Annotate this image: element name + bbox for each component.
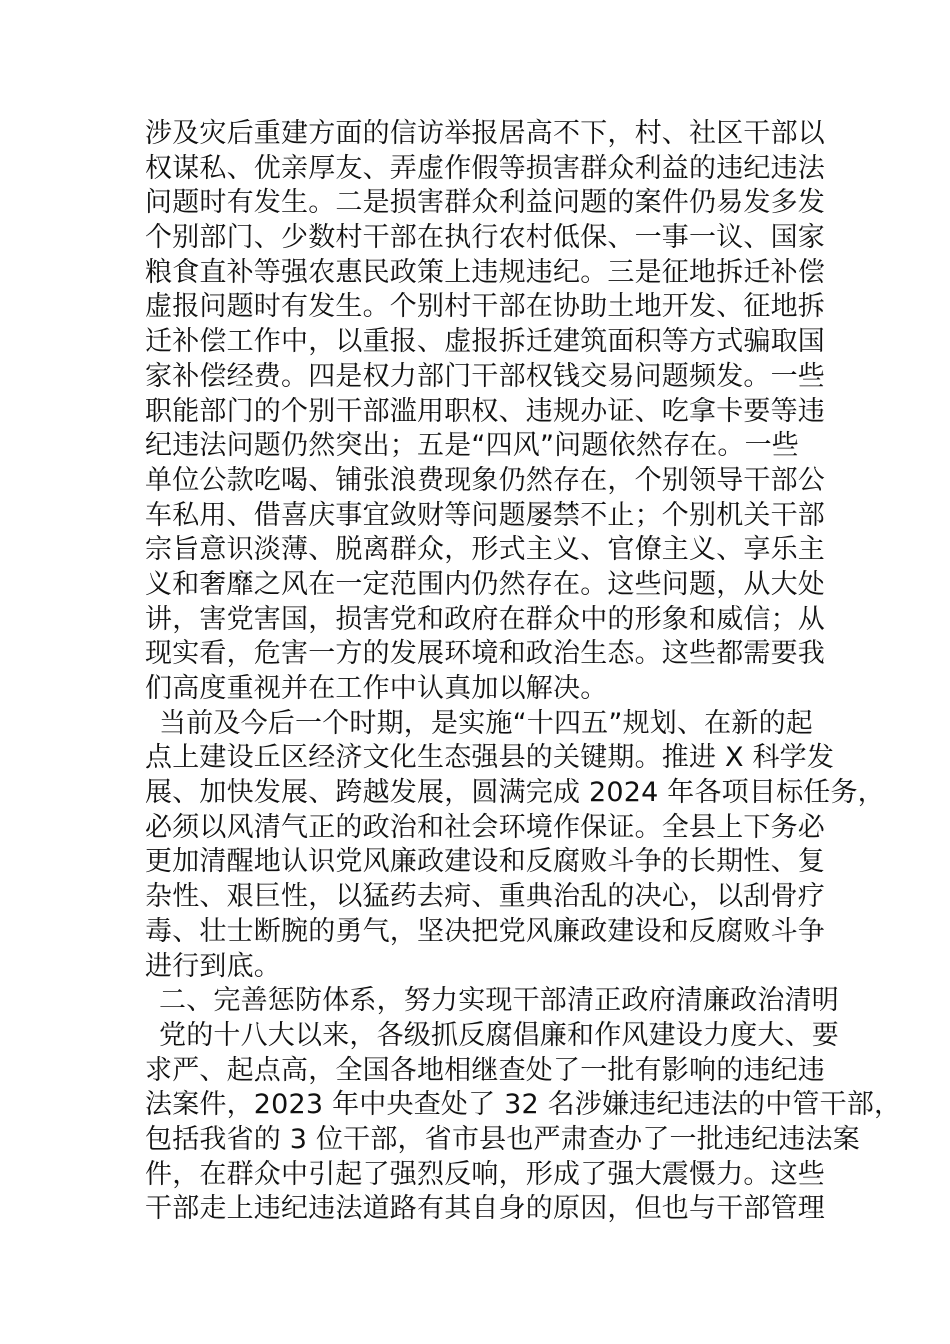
text-line: 虚报问题时有发生。个别村干部在协助土地开发、征地拆 (145, 291, 825, 323)
text-line: 讲，害党害国，损害党和政府在群众中的形象和威信；从 (145, 603, 825, 635)
text-line: 纪违法问题仍然突出；五是“四风”问题依然存在。一些 (145, 430, 799, 462)
text-line: 件，在群众中引起了强烈反响，形成了强大震慑力。这些 (145, 1158, 825, 1190)
text-line: 们高度重视并在工作中认真加以解决。 (145, 673, 608, 704)
text-line: 干部走上违纪违法道路有其自身的原因，但也与干部管理 (145, 1193, 825, 1225)
text-line: 法案件，2023 年中央查处了 32 名涉嫌违纪违法的中管干部， (145, 1089, 902, 1121)
text-line: 包括我省的 3 位干部，省市县也严肃查办了一批违纪违法案 (145, 1123, 860, 1155)
text-line: 进行到底。 (145, 950, 281, 982)
text-line: 现实看，危害一方的发展环境和政治生态。这些都需要我 (145, 638, 825, 670)
text-line: 涉及灾后重建方面的信访举报居高不下，村、社区干部以 (145, 118, 825, 149)
text-line: 单位公款吃喝、铺张浪费现象仍然存在，个别领导干部公 (145, 464, 825, 496)
text-line: 义和奢靡之风在一定范围内仍然存在。这些问题，从大处 (145, 568, 825, 600)
text-line: 权谋私、优亲厚友、弄虚作假等损害群众利益的违纪违法 (145, 152, 825, 184)
section-heading: 二、完善惩防体系，努力实现干部清正政府清廉政治清明 (159, 985, 839, 1017)
text-line: 毒、壮士断腕的勇气，坚决把党风廉政建设和反腐败斗争 (145, 915, 825, 947)
paragraph-start-line: 当前及今后一个时期，是实施“十四五”规划、在新的起 (159, 707, 813, 739)
text-line: 点上建设丘区经济文化生态强县的关键期。推进 X 科学发 (145, 742, 835, 774)
text-line: 家补偿经费。四是权力部门干部权钱交易问题频发。一些 (145, 360, 825, 392)
text-line: 宗旨意识淡薄、脱离群众，形式主义、官僚主义、享乐主 (145, 534, 825, 566)
text-line: 杂性、艰巨性，以猛药去疴、重典治乱的决心，以刮骨疗 (145, 881, 825, 913)
text-line: 粮食直补等强农惠民政策上违规违纪。三是征地拆迁补偿 (145, 256, 825, 288)
text-line: 更加清醒地认识党风廉政建设和反腐败斗争的长期性、复 (145, 846, 825, 878)
text-line: 展、加快发展、跨越发展，圆满完成 2024 年各项目标任务， (145, 777, 885, 809)
text-line: 个别部门、少数村干部在执行农村低保、一事一议、国家 (145, 222, 825, 254)
text-line: 职能部门的个别干部滥用职权、违规办证、吃拿卡要等违 (145, 395, 825, 427)
text-line: 迁补偿工作中，以重报、虚报拆迁建筑面积等方式骗取国 (145, 326, 825, 358)
text-line: 求严、起点高，全国各地相继查处了一批有影响的违纪违 (145, 1054, 825, 1086)
text-line: 车私用、借喜庆事宜敛财等问题屡禁不止；个别机关干部 (145, 499, 825, 531)
text-line: 必须以风清气正的政治和社会环境作保证。全县上下务必 (145, 811, 825, 843)
paragraph-start-line: 党的十八大以来，各级抓反腐倡廉和作风建设力度大、要 (159, 1019, 839, 1051)
text-line: 问题时有发生。二是损害群众利益问题的案件仍易发多发 (145, 187, 825, 219)
body-text (145, 117, 902, 1227)
